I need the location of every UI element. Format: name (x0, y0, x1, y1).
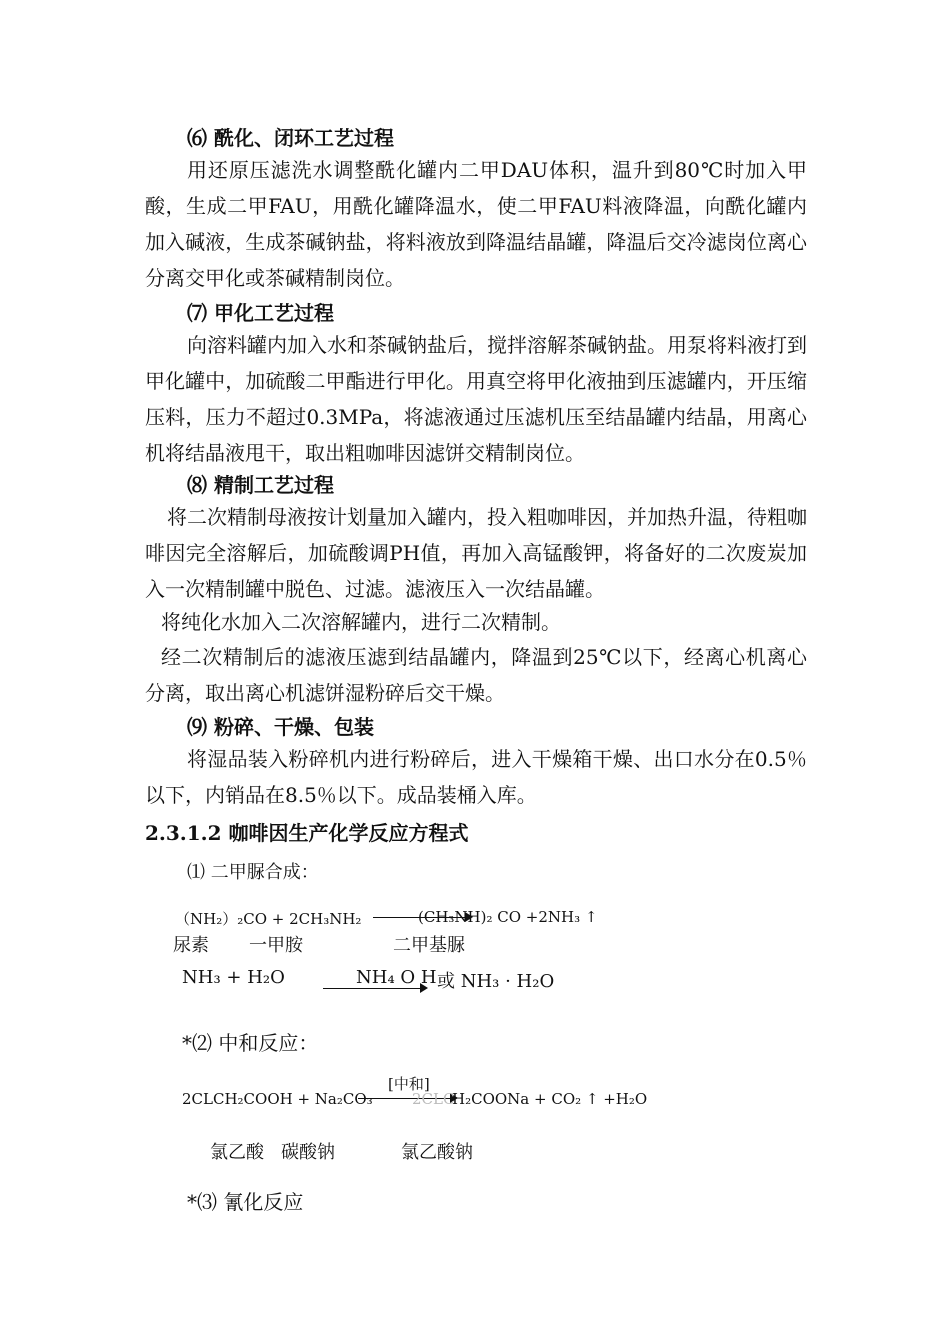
label-chloroacetic-acid: 氯乙酸 (210, 1142, 264, 1163)
label-dimethylurea: 二甲基脲 (393, 935, 465, 956)
reaction-2-condition: [中和] (388, 1075, 430, 1093)
section-7-paragraph: 向溶料罐内加入水和茶碱钠盐后，搅拌溶解茶碱钠盐。用泵将料液打到甲化罐中，加硫酸二甲酯进行甲化。用真空将甲化液抽到压滤罐内，开压缩压料，压力不超过0.3MPa，将滤液通过压滤机压至结晶罐内结晶，用离心机将结晶液甩干，取出粗咖啡因滤饼交精制岗位。 (145, 333, 807, 465)
label-sodium-chloroacetate: 氯乙酸钠 (401, 1142, 473, 1163)
section-8-paragraph-3: 经二次精制后的滤液压滤到结晶罐内，降温到25℃以下，经离心机离心分离，取出离心机滤饼湿粉碎后交干燥。 (145, 645, 807, 705)
reaction-1-rhs: (CH₃NH)₂ CO +2NH₃ ↑ (418, 908, 598, 926)
ammonia-alt: 或 NH₃ · H₂O (437, 971, 555, 992)
section-8-paragraph-2: 将纯化水加入二次溶解罐内，进行二次精制。 (161, 610, 561, 634)
section-9-heading: ⑼ 粉碎、干燥、包装 (187, 715, 374, 739)
label-methylamine: 一甲胺 (249, 935, 303, 956)
ammonia-lhs: NH₃ + H₂O (182, 967, 285, 988)
label-urea: 尿素 (173, 935, 209, 956)
section-7-heading: ⑺ 甲化工艺过程 (187, 301, 334, 325)
label-sodium-carbonate: 碳酸钠 (281, 1142, 335, 1163)
reaction-2-title: *⑵ 中和反应： (182, 1031, 319, 1055)
reaction-1-lhs: （NH₂）₂CO + 2CH₃NH₂ (175, 910, 362, 928)
section-6-paragraph: 用还原压滤洗水调整酰化罐内二甲DAU体积，温升到80℃时加入甲酸，生成二甲FAU，用酰化罐降温水，使二甲FAU料液降温，向酰化罐内加入碱液，生成茶碱钠盐，将料液放到降温结晶罐，降温后交冷滤岗位离心分离交甲化或茶碱精制岗位。 (145, 158, 807, 290)
ammonia-rhs: NH₄ O H (356, 967, 437, 988)
section-8-heading: ⑻ 精制工艺过程 (187, 473, 334, 497)
ammonia-arrow-line (323, 988, 420, 989)
reaction-3-title: *⑶ 氰化反应 (187, 1190, 304, 1214)
section-9-paragraph: 将湿品装入粉碎机内进行粉碎后，进入干燥箱干燥、出口水分在0.5％以下，内销品在8.5％以下。成品装桶入库。 (145, 747, 807, 807)
reaction-2-lhs: 2CLCH₂COOH + Na₂CO₃ (182, 1090, 373, 1108)
section-8-paragraph-1: 将二次精制母液按计划量加入罐内，投入粗咖啡因，并加热升温，待粗咖啡因完全溶解后，加硫酸调PH值，再加入高锰酸钾，将备好的二次废炭加入一次精制罐中脱色、过滤。滤液压入一次结晶罐。 (145, 505, 807, 601)
section-title: 2.3.1.2 咖啡因生产化学反应方程式 (145, 821, 469, 845)
section-6-heading: ⑹ 酰化、闭环工艺过程 (187, 126, 394, 150)
reaction-2-rhs: H₂COONa + CO₂ ↑ +H₂O (452, 1090, 648, 1108)
reaction-2-ghost-text: 2CLC (412, 1090, 455, 1108)
reaction-1-title: ⑴ 二甲脲合成： (187, 862, 319, 883)
